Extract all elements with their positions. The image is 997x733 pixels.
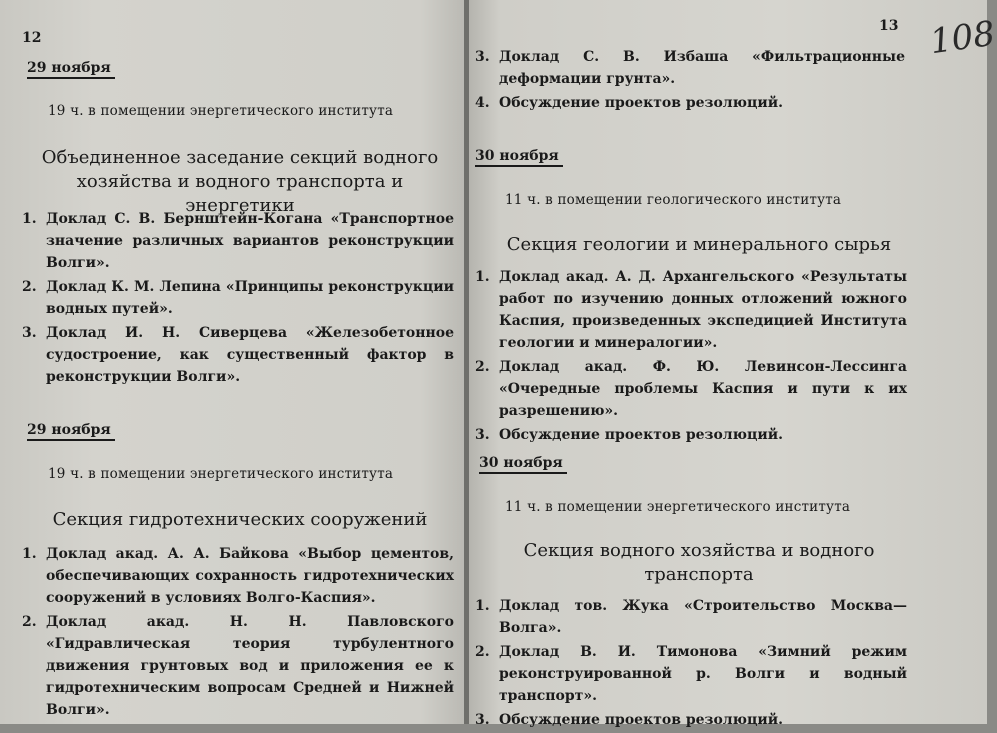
session-venue: 19 ч. в помещении энергетического института [48,103,394,119]
agenda-item: 4. Обсуждение проектов резолюций. [475,95,783,111]
right-page [469,0,987,728]
session-venue: 19 ч. в помещении энергетического института [48,466,394,482]
page-number: 13 [879,18,899,34]
left-page [0,0,467,724]
session-venue: 11 ч. в помещении геологического института [505,192,842,208]
section-title: Объединенное заседание секций водного хозяйства и водного транспорта и энергетики [41,147,439,216]
agenda-item: 2. Доклад К. М. Лепина «Принципы реконструкции водных путей». [22,279,454,317]
agenda-item: 2. Доклад акад. Ф. Ю. Левинсон-Лессинга «Очередные проблемы Каспия и пути к их разрешению». [475,359,907,419]
section-title: Секция гидротехнических сооружений [52,509,428,530]
handwritten-archive-number: 108 [927,13,997,63]
agenda-item: 3. Доклад С. В. Избаша «Фильтрационные деформации грунта». [475,49,905,87]
agenda-list [22,208,454,390]
agenda-list [22,543,454,723]
agenda-item: 3. Обсуждение проектов резолюций. [475,427,783,443]
agenda-item: 3. Доклад И. Н. Сиверцева «Железобетонное судостроение, как существенный фактор в реконструкции Волги». [22,325,454,385]
session-date: 29 ноября [27,60,115,79]
agenda-item: 2. Доклад акад. Н. Н. Павловского «Гидравлическая теория турбулентного движения грунтовых вод и приложения ее к гидротехническим вопросам Средней и Нижней Волги». [22,614,454,718]
agenda-item: 1. Доклад акад. А. А. Байкова «Выбор цементов, обеспечивающих сохранность гидротехнических сооружений в условиях Волго-Каспия». [22,546,454,606]
session-date: 30 ноября [479,455,567,474]
agenda-item: 2. Доклад В. И. Тимонова «Зимний режим реконструированной р. Волги и водный транспорт». [475,644,907,704]
section-title: Секция геологии и минерального сырья [506,234,892,255]
page-number: 12 [22,30,42,46]
agenda-item: 1. Доклад акад. А. Д. Архангельского «Результаты работ по изучению донных отложений южного Каспия, произведенных экспедицией Института геологии и минералогии». [475,269,907,351]
agenda-list [475,266,907,448]
session-date: 30 ноября [475,148,563,167]
agenda-item: 1. Доклад тов. Жука «Строительство Москва—Волга». [475,598,907,636]
agenda-item: 1. Доклад С. В. Бернштейн-Когана «Транспортное значение различных вариантов реконструкции Волги». [22,211,454,271]
session-venue: 11 ч. в помещении энергетического института [505,499,851,515]
section-title: Секция водного хозяйства и водного транспорта [523,540,875,585]
agenda-item: 3. Обсуждение проектов резолюций. [475,712,783,728]
agenda-list-continued [475,46,905,116]
session-date: 29 ноября [27,422,115,441]
agenda-list [475,595,907,733]
